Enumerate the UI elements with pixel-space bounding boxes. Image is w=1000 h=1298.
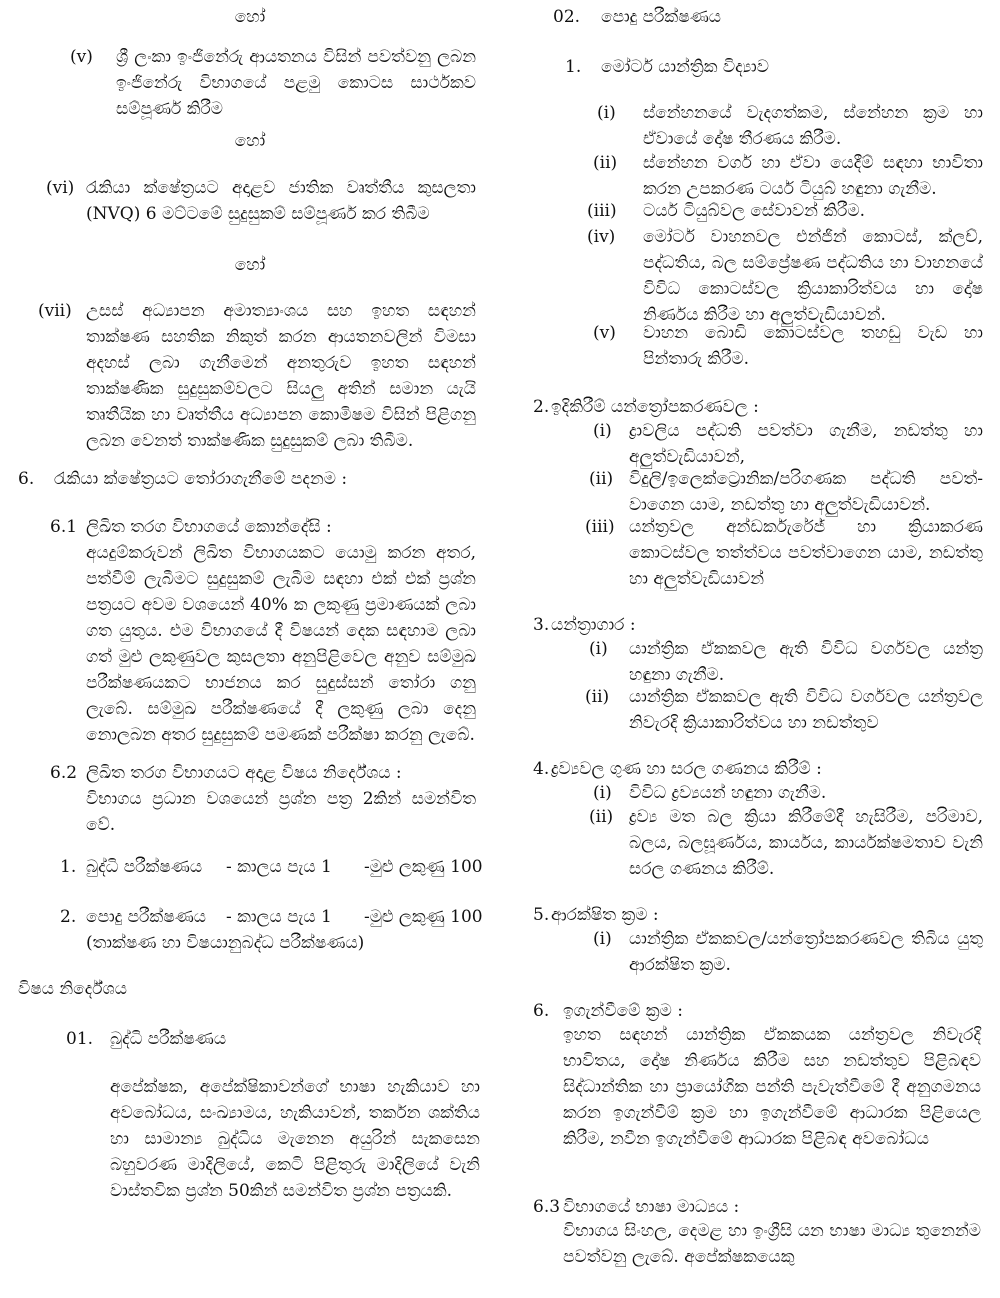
section-6-1-title: ලිඛිත තරග විභාගයේ කොන්දේසි : — [86, 517, 332, 537]
topic-3-item-text: යාන්ත්‍රික ඒකකවල ඇති විවිධ වර්ගවල යන්ත්‍ර හඳුනා ගැනීම. — [629, 639, 983, 685]
paper-1-number: 1. — [60, 857, 77, 877]
topic-2-title: ඉදිකිරීම් යන්ත්‍රෝපකරණවල : — [551, 397, 759, 417]
item-vi-number: (vi) — [46, 178, 75, 198]
item-vii-number: (vii) — [38, 301, 72, 321]
or-separator: හෝ — [234, 255, 266, 275]
topic-1-number: 1. — [565, 57, 582, 77]
paper-02-title: පොදු පරීක්ෂණය — [601, 7, 722, 27]
paper-2-name: පොදු පරීක්ෂණය — [86, 907, 207, 927]
topic-2-item-text: විදුලි/ඉලෙක්ට්‍රොනික/පරිගණක පද්ධති පවත්-වාගෙන යාම, නඩත්තු හා අලුත්වැඩියාවන්. — [629, 469, 983, 515]
topic-4-item-number: (i) — [593, 783, 612, 803]
section-6-1-number: 6.1 — [50, 517, 78, 537]
topic-6-title: ඉගැන්වීමේ ක්‍රම : — [563, 1001, 683, 1021]
paper-1-marks: -මුළු ලකුණු 100 — [364, 857, 483, 877]
or-separator: හෝ — [234, 131, 266, 151]
topic-1-item-number: (iv) — [587, 227, 616, 247]
topic-2-item-number: (iii) — [585, 517, 615, 537]
topic-2-item-number: (ii) — [589, 469, 614, 489]
topic-1-item-text: ටයර් ටියුබ්වල සේවාවන් කිරීම. — [643, 201, 866, 221]
topic-5-item-number: (i) — [593, 929, 612, 949]
item-v-text: ශ්‍රී ලංකා ඉංජිනේරු ආයතනය විසින් පවත්වනු ලබන ඉංජිනේරු විභාගයේ පළමු කොටස සාර්ථකව සම්පූර්ණ කිරීම — [116, 47, 476, 119]
topic-3-item-text: යාන්ත්‍රික ඒකකවල ඇති විවිධ වර්ගවල යන්ත්‍රවල නිවැරදි ක්‍රියාකාරිත්වය හා නඩත්තුව — [629, 687, 983, 733]
topic-2-item-number: (i) — [593, 421, 612, 441]
item-v-number: (v) — [70, 47, 93, 67]
topic-5-item-text: යාන්ත්‍රික ඒකකවල/යන්ත්‍රෝපකරණවල තිබිය යුතු ආරක්ෂිත ක්‍රම. — [629, 929, 983, 975]
section-6-1-body: අයදුම්කරුවන් ලිඛිත විභාගයකට යොමු කරන අතර, පත්වීම් ලැබීමට සුදුසුකම් ලැබීම සඳහා එක් එක් ප්‍රශ්න පත්‍රයට අවම වශයෙන් 40% ක ලකුණු ප්‍රමාණයක් ලබා ගත යුතුය. එම විභාගයේ දී විෂයන් දෙක සඳහාම ලබා ගත් මුළු ලකුණුවල කුසලතා අනුපිළිවෙල අනුව සම්මුඛ පරීක්ෂණයකට භාජනය කර සුදුස්සන් තෝරා ගනු ලැබේ. සම්මුඛ පරීක්ෂණයේ දී ලකුණු ලබා දෙනු නොලබන අතර සුදුසුකම් පමණක් පරීක්ෂා කරනු ලැබේ. — [86, 543, 476, 745]
topic-1-item-text: වාහන බොඩි කොටස්වල තහඩු වැඩ හා පින්තාරු කිරීම. — [643, 323, 983, 369]
or-separator: හෝ — [234, 7, 266, 27]
paper-02-number: 02. — [553, 7, 581, 27]
topic-3-number: 3. — [533, 615, 550, 635]
topic-6-number: 6. — [533, 1001, 550, 1021]
section-6-number: 6. — [18, 469, 35, 489]
topic-1-item-number: (ii) — [593, 153, 618, 173]
syllabus-title: විෂය නිර්දේශය — [18, 979, 127, 999]
paper-01-number: 01. — [66, 1029, 94, 1049]
item-vii-text: උසස් අධ්‍යාපන අමාත්‍යාංශය සහ ඉහත සඳහන් තාක්ෂණ සහතික නිකුත් කරන ආයතනවලින් විමසා අදහස් ලබා ගැනීමෙන් අනතුරුව ඉහත සඳහන් තාක්ෂණික සුදුසුකම්වලට සියලු අතින් සමාන යැයි තෘතීයික හා වෘත්තීය අධ්‍යාපන කොමිෂම විසින් පිළිගනු ලබන වෙනත් තාක්ෂණික සුදුසුකම් ලබා තිබීම. — [86, 301, 476, 451]
paper-2-time: - කාලය පැය 1 — [226, 907, 332, 927]
paper-2-number: 2. — [60, 907, 77, 927]
topic-1-item-text: ස්නේහන වර්ග හා ඒවා යෙදීම් සඳහා භාවිතා කරන උපකරණ ටයර් ටියුබ් හඳුනා ගැනීම. — [643, 153, 983, 199]
topic-1-item-number: (i) — [597, 103, 616, 123]
section-6-3-body: විභාගය සිංහල, දෙමළ හා ඉංග්‍රීසි යන භාෂා මාධ්‍ය තුනෙන්ම පවත්වනු ලැබේ. අපේක්ෂකයෙකු — [563, 1221, 981, 1267]
topic-6-body: ඉහත සඳහන් යාන්ත්‍රික ඒකකයක යන්ත්‍රවල නිවැරදි භාවිතය, දෝෂ නිර්ණය කිරීම සහ නඩත්තුව පිළිබඳව සිද්ධාන්තික හා ප්‍රායෝගික පන්ති පැවැත්වීමේ දී අනුගමනය කරන ඉගැන්වීම් ක්‍රම හා ඉගැන්වීමේ ආධාරක පිළියෙල කිරීම, නවීන ඉගැන්වීමේ ආධාරක පිළිබඳ අවබෝධය — [563, 1025, 981, 1149]
topic-1-item-text: ස්නේහනයේ වැදගත්කම, ස්නේහන ක්‍රම හා ඒවායේ දෝෂ තීරණය කිරීම. — [643, 103, 983, 149]
topic-2-item-text: යන්ත්‍රවල අන්ඩර්කැරේජ් හා ක්‍රියාකරණ කොටස්වල තත්ත්වය පවත්වාගෙන යාම, නඩත්තු හා අලුත්වැඩියාවන් — [629, 517, 983, 589]
topic-1-item-number: (iii) — [587, 201, 617, 221]
section-6-2-title: ලිඛිත තරග විභාගයට අදාළ විෂය නිර්දේශය : — [86, 763, 402, 783]
topic-3-item-number: (i) — [589, 639, 608, 659]
section-6-3-number: 6.3 — [533, 1197, 561, 1217]
section-6-2-body: විභාගය ප්‍රධාන වශයෙන් ප්‍රශ්න පත්‍ර 2කින් සමන්විත වේ. — [86, 789, 476, 835]
paper-2-marks: -මුළු ලකුණු 100 — [364, 907, 483, 927]
topic-1-title: මෝටර් යාන්ත්‍රික විද්‍යාව — [601, 57, 769, 77]
topic-5-number: 5. — [533, 905, 550, 925]
topic-2-item-text: ද්‍රාවලිය පද්ධති පවත්වා ගැනීම, නඩත්තු හා අලුත්වැඩියාවන්, — [629, 421, 983, 467]
topic-1-item-text: මෝටර් වාහනවල එන්ජින් කොටස්, ක්ලච්, පද්ධතිය, බල සම්ප්‍රේෂණ පද්ධතිය හා වාහනයේ විවිධ කොටස්වල ක්‍රියාකාරිත්වය හා දෝෂ නිර්ණය කිරීම හා අලුත්වැඩියාවන්. — [643, 227, 983, 325]
paper-1-time: - කාලය පැය 1 — [226, 857, 332, 877]
topic-4-item-text: විවිධ ද්‍රව්‍යයන් හඳුනා ගැනීම. — [629, 783, 827, 803]
topic-5-title: ආරක්ෂිත ක්‍රම : — [551, 905, 659, 925]
paper-01-title: බුද්ධි පරීක්ෂණය — [110, 1029, 227, 1049]
item-vi-text: රැකියා ක්ෂේත්‍රයට අදාළව ජාතික වෘත්තීය කුසලතා (NVQ) 6 මට්ටමේ සුදුසුකම් සම්පූර්ණ කර තිබීම — [86, 178, 476, 224]
topic-3-title: යන්ත්‍රාගාර : — [551, 615, 636, 635]
topic-4-item-number: (ii) — [589, 807, 614, 827]
paper-2-note: (තාක්ෂණ හා විෂයානුබද්ධ පරීක්ෂණය) — [86, 933, 365, 953]
topic-4-title: ද්‍රව්‍යවල ගුණ හා සරල ගණනය කිරීම් : — [551, 759, 822, 779]
topic-4-item-text: ද්‍රව්‍ය මත බල ක්‍රියා කිරීමේදී හැසිරීම, පරිමාව, බලය, බලඝූර්ණය, කාර්යය, කාර්යක්ෂමතාව වැනි සරල ගණනය කිරීම්. — [629, 807, 983, 879]
topic-1-item-number: (v) — [593, 323, 616, 343]
paper-01-body: අපේක්ෂක, අපේක්ෂිකාවන්ගේ භාෂා හැකියාව හා අවබෝධය, සංඛ්‍යාමය, හැකියාවන්, තර්කන ශක්තිය හා සාමාන්‍ය බුද්ධිය මැනෙන අයුරින් සැකසෙන බහුවරණ මාදිලියේ, කෙටි පිළිතුරු මාදිලියේ වැනි වාස්තවික ප්‍රශ්න 50කින් සමන්විත ප්‍රශ්න පත්‍රයකි. — [110, 1077, 480, 1201]
section-6-3-title: විභාගයේ භාෂා මාධ්‍යය : — [563, 1197, 740, 1217]
section-6-2-number: 6.2 — [50, 763, 78, 783]
paper-1-name: බුද්ධි පරීක්ෂණය — [86, 857, 203, 877]
topic-3-item-number: (ii) — [585, 687, 610, 707]
topic-2-number: 2. — [533, 397, 550, 417]
topic-4-number: 4. — [533, 759, 550, 779]
section-6-title: රැකියා ක්ෂේත්‍රයට තෝරාගැනීමේ පදනම : — [54, 469, 348, 489]
